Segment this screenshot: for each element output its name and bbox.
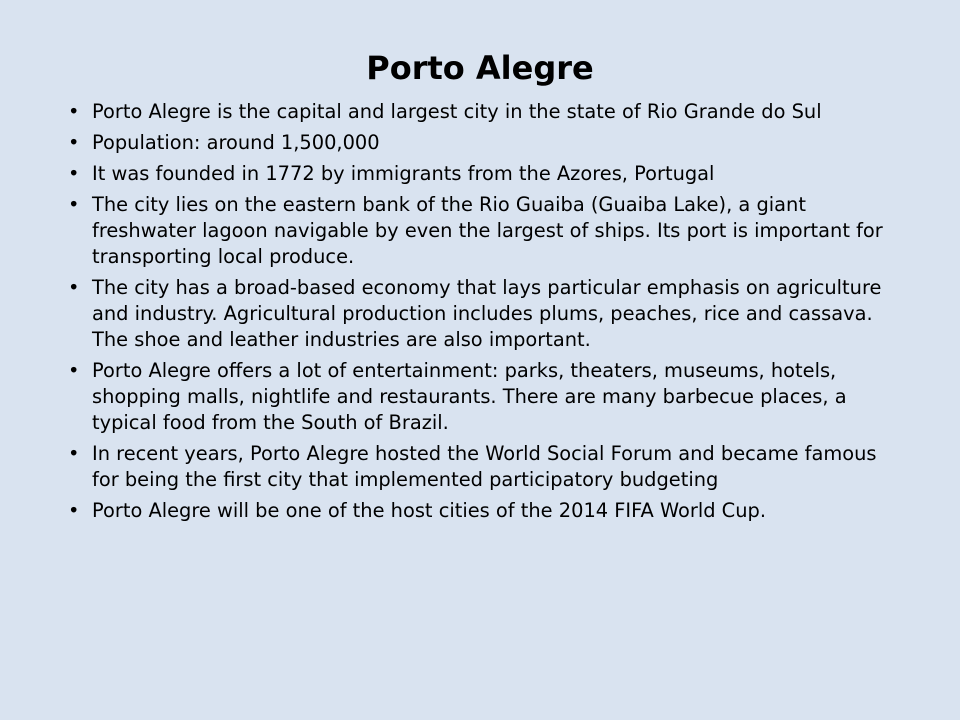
bullet-icon: • [68,359,80,382]
bullet-icon: • [68,193,80,216]
bullet-item [68,275,892,353]
bullet-text: It was founded in 1772 by immigrants from the Azores, Portugal [92,162,715,185]
bullet-item [68,161,892,187]
bullet-text: Porto Alegre offers a lot of entertainment: parks, theaters, museums, hotels, shopping malls, nightlife and restaurants. There are many barbecue places, a typical food from the South of Brazil. [92,359,847,434]
bullet-text: In recent years, Porto Alegre hosted the World Social Forum and became famous for being the first city that implemented participatory budgeting [92,442,877,491]
bullet-item [68,441,892,493]
bullet-icon: • [68,131,80,154]
bullet-icon: • [68,276,80,299]
bullet-text: Porto Alegre will be one of the host cities of the 2014 FIFA World Cup. [92,499,766,522]
slide-title: Porto Alegre [366,49,594,87]
bullet-text: Population: around 1,500,000 [92,131,380,154]
bullet-item [68,99,892,125]
bullet-icon: • [68,162,80,185]
bullet-item [68,358,892,436]
bullet-icon: • [68,442,80,465]
bullet-list [68,99,892,529]
bullet-text: Porto Alegre is the capital and largest city in the state of Rio Grande do Sul [92,100,822,123]
bullet-item [68,192,892,270]
bullet-item [68,130,892,156]
bullet-item [68,498,892,524]
bullet-text: The city has a broad-based economy that lays particular emphasis on agriculture and industry. Agricultural production includes plums, peaches, rice and cassava. The shoe and leather industries are also important. [92,276,882,351]
bullet-icon: • [68,499,80,522]
bullet-text: The city lies on the eastern bank of the Rio Guaiba (Guaiba Lake), a giant freshwater lagoon navigable by even the largest of ships. Its port is important for transporting local produce. [92,193,883,268]
bullet-icon: • [68,100,80,123]
